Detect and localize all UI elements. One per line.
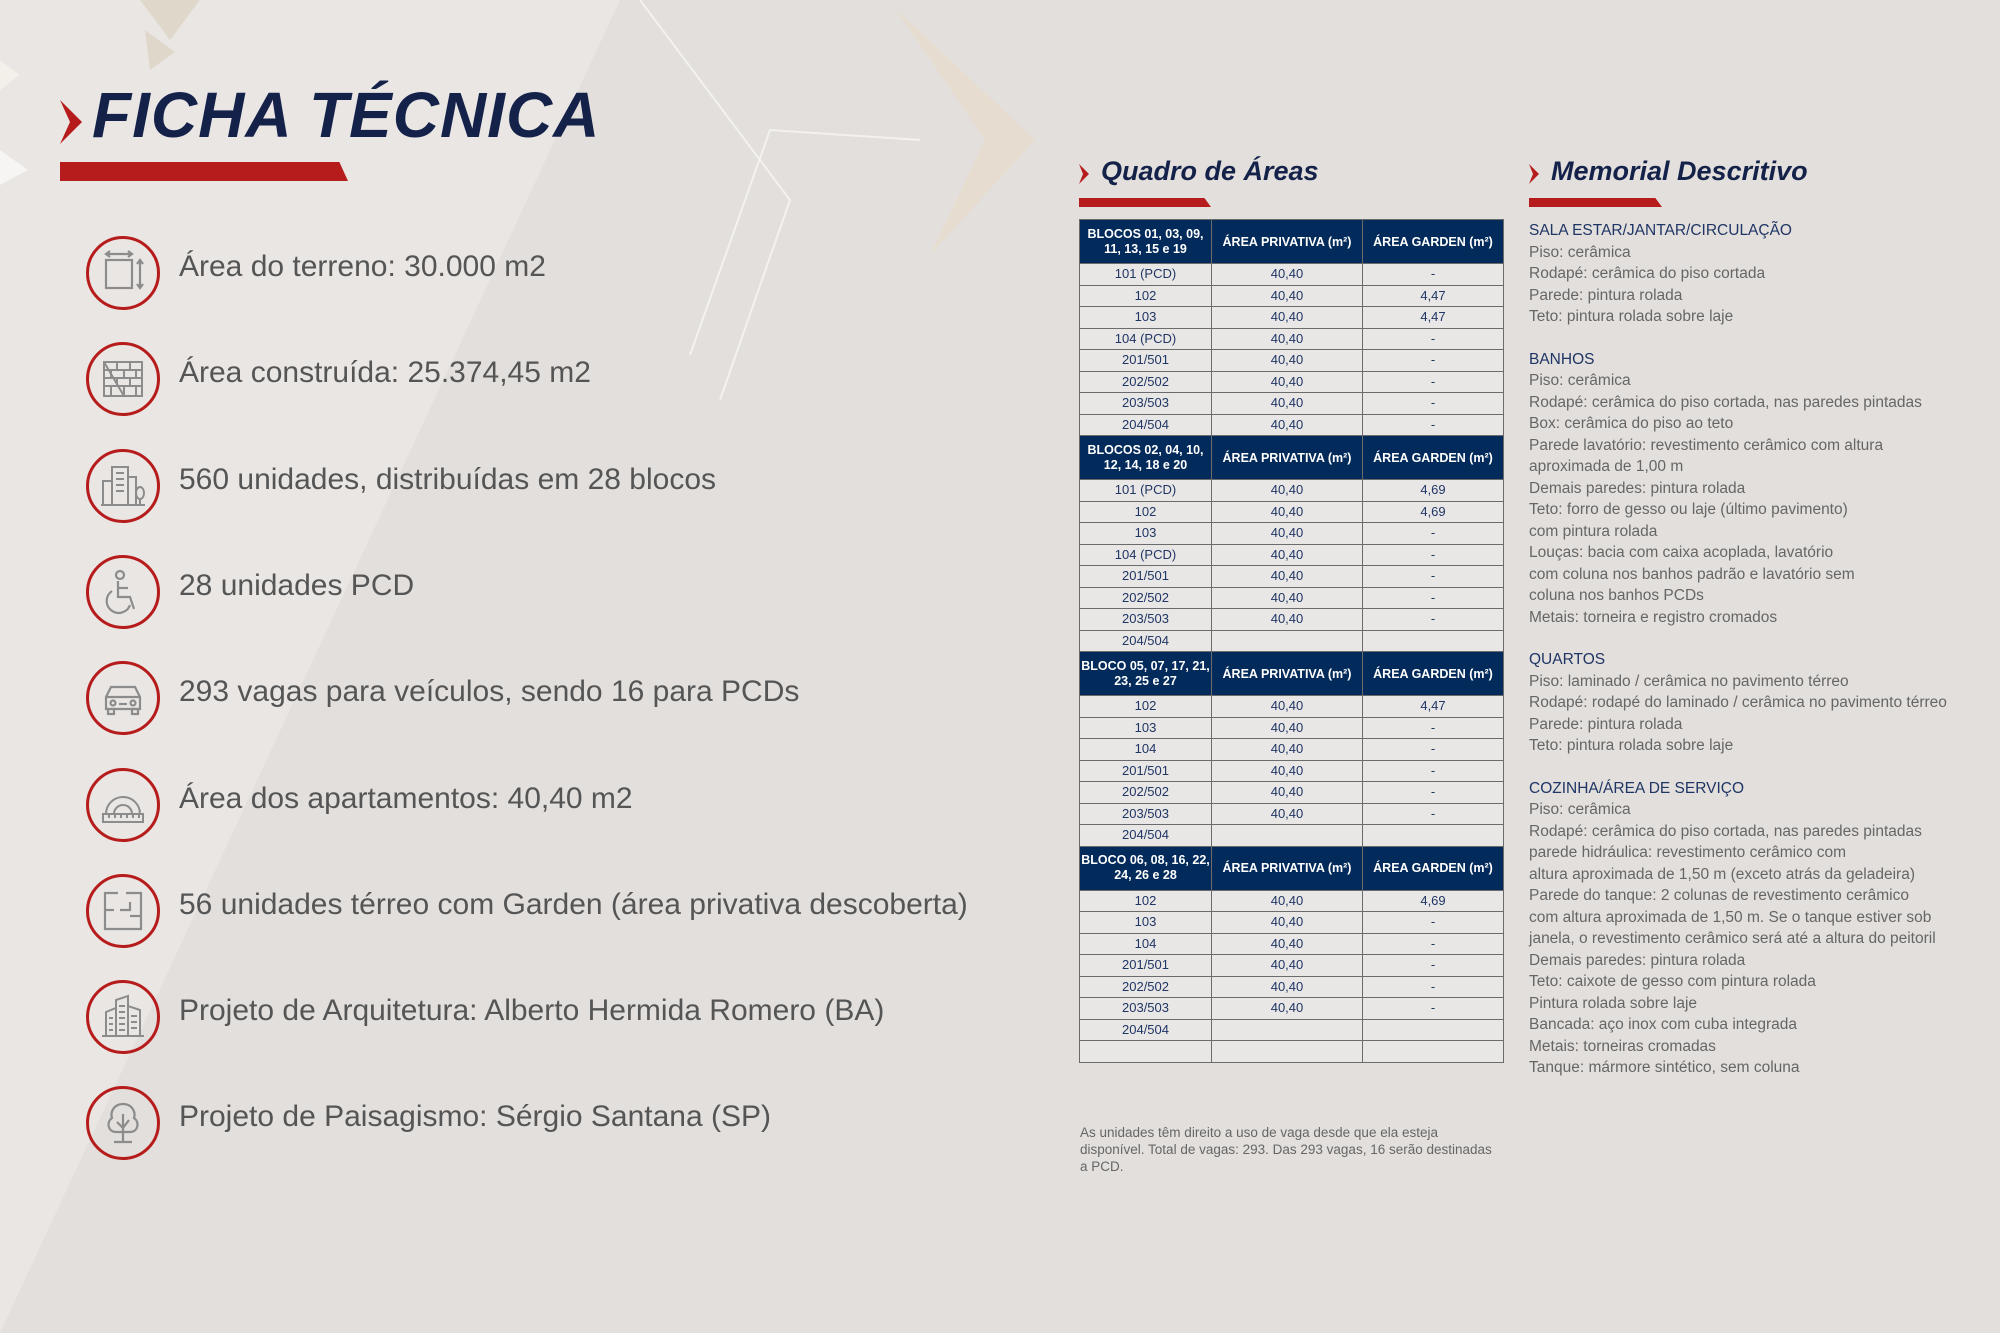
feature-item-parking [86, 661, 986, 741]
garden-area-cell: - [1363, 760, 1504, 782]
quadro-underline [1079, 198, 1211, 207]
private-area-cell: 40,40 [1212, 696, 1363, 718]
unit-cell: 104 (PCD) [1080, 328, 1212, 350]
garden-area-cell [1363, 630, 1504, 652]
memorial-line: Pintura rolada sobre laje [1529, 994, 1698, 1012]
memorial-line: Demais paredes: pintura rolada [1529, 479, 1746, 497]
memorial-line: Parede do tanque: 2 colunas de revestimento cerâmico [1529, 887, 1909, 904]
memorial-line: Bancada: aço inox com cuba integrada [1529, 1016, 1797, 1033]
table-row [1080, 414, 1504, 436]
unit-cell: 202/502 [1080, 976, 1212, 998]
garden-area-cell: - [1363, 609, 1504, 631]
memorial-section-title: SALA ESTAR/JANTAR/CIRCULAÇÃO [1529, 222, 1792, 239]
table-row [1080, 717, 1504, 739]
garden-area-cell: 4,47 [1363, 285, 1504, 307]
unit-cell: 102 [1080, 890, 1212, 912]
table-row [1080, 566, 1504, 588]
garden-area-cell: - [1363, 414, 1504, 436]
unit-cell: 204/504 [1080, 825, 1212, 847]
private-area-cell: 40,40 [1212, 566, 1363, 588]
memorial-section-title: COZINHA/ÁREA DE SERVIÇO [1529, 779, 1745, 797]
unit-cell: 104 [1080, 739, 1212, 761]
memorial-line: Louças: bacia com caixa acoplada, lavatório [1529, 544, 1834, 561]
unit-cell: 104 (PCD) [1080, 544, 1212, 566]
private-area-cell: 40,40 [1212, 890, 1363, 912]
garden-area-cell: - [1363, 523, 1504, 545]
table-row [1080, 501, 1504, 523]
memorial-line: Rodapé: cerâmica do piso cortada, nas paredes pintadas [1529, 822, 1922, 840]
table-row [1080, 350, 1504, 372]
private-area-cell: 40,40 [1212, 285, 1363, 307]
garden-area-cell: - [1363, 717, 1504, 739]
private-area-cell: 40,40 [1212, 328, 1363, 350]
title-chevron-icon [60, 100, 82, 144]
feature-text: Área construída: 25.374,45 m2 [179, 356, 591, 389]
memorial-line: Demais paredes: pintura rolada [1529, 951, 1746, 969]
garden-area-cell: - [1363, 544, 1504, 566]
unit-cell: 203/503 [1080, 393, 1212, 415]
garden-area-cell: - [1363, 803, 1504, 825]
ruler-protractor-icon [86, 768, 160, 842]
unit-cell: 103 [1080, 523, 1212, 545]
memorial-line: com coluna nos banhos padrão e lavatório sem [1529, 565, 1855, 583]
quadro-title: Quadro de Áreas [1101, 156, 1319, 186]
private-area-cell: 40,40 [1212, 998, 1363, 1020]
memorial-line: altura aproximada de 1,50 m (exceto atrás da geladeira) [1529, 865, 1915, 883]
table-row [1080, 480, 1504, 502]
unit-cell: 204/504 [1080, 1019, 1212, 1041]
table-note: As unidades têm direito a uso de vaga desde que ela esteja disponível. Total de vagas: 293. Das 293 vagas, 16 serão destinadas a PCD. [1080, 1125, 1492, 1174]
garden-area-cell: 4,69 [1363, 890, 1504, 912]
memorial-line: Tanque: mármore sintético, sem coluna [1529, 1059, 1800, 1076]
memorial-line: coluna nos banhos PCDs [1529, 587, 1704, 604]
unit-cell: 102 [1080, 285, 1212, 307]
garden-area-header-cell: ÁREA GARDEN (m²) [1363, 846, 1504, 890]
private-area-cell: 40,40 [1212, 912, 1363, 934]
feature-item-units [86, 449, 986, 529]
feature-text: Projeto de Paisagismo: Sérgio Santana (SP) [179, 1100, 771, 1133]
unit-cell: 203/503 [1080, 609, 1212, 631]
tree-icon [86, 1086, 160, 1160]
table-row [1080, 630, 1504, 652]
private-area-cell: 40,40 [1212, 803, 1363, 825]
wheelchair-icon [86, 555, 160, 629]
quadro-chevron-icon [1079, 164, 1089, 184]
memorial-line: Piso: cerâmica [1529, 243, 1631, 261]
garden-area-cell: - [1363, 587, 1504, 609]
memorial-line: Metais: torneiras cromadas [1529, 1037, 1716, 1055]
private-area-cell: 40,40 [1212, 717, 1363, 739]
private-area-cell: 40,40 [1212, 782, 1363, 804]
feature-item-land-area [86, 236, 986, 316]
garden-area-cell: 4,69 [1363, 501, 1504, 523]
brick-wall-icon [86, 342, 160, 416]
block-header-cell: BLOCOS 01, 03, 09, 11, 13, 15 e 19 [1080, 220, 1212, 264]
memorial-underline [1529, 198, 1662, 207]
private-area-cell: 40,40 [1212, 371, 1363, 393]
table-row [1080, 890, 1504, 912]
feature-item-apartment-area [86, 768, 986, 848]
table-row [1080, 523, 1504, 545]
table-row [1080, 285, 1504, 307]
unit-cell: 204/504 [1080, 630, 1212, 652]
title-underline [60, 162, 348, 181]
unit-cell: 104 [1080, 933, 1212, 955]
memorial-section [1529, 649, 1989, 757]
unit-cell: 102 [1080, 501, 1212, 523]
garden-area-header-cell: ÁREA GARDEN (m²) [1363, 652, 1504, 696]
table-row [1080, 1019, 1504, 1041]
unit-cell [1080, 1041, 1212, 1063]
memorial-line: Teto: pintura rolada sobre laje [1529, 737, 1734, 754]
block-header-cell: BLOCO 05, 07, 17, 21, 23, 25 e 27 [1080, 652, 1212, 696]
memorial-section-title: QUARTOS [1529, 651, 1606, 668]
feature-item-architecture [86, 980, 986, 1060]
private-area-header-cell: ÁREA PRIVATIVA (m²) [1212, 652, 1363, 696]
garden-area-cell: - [1363, 350, 1504, 372]
table-row [1080, 371, 1504, 393]
feature-item-landscaping [86, 1086, 986, 1166]
table-row [1080, 609, 1504, 631]
garden-area-header-cell: ÁREA GARDEN (m²) [1363, 436, 1504, 480]
memorial-line: Piso: cerâmica [1529, 372, 1631, 389]
garden-area-cell: - [1363, 566, 1504, 588]
table-row [1080, 998, 1504, 1020]
private-area-header-cell: ÁREA PRIVATIVA (m²) [1212, 846, 1363, 890]
private-area-cell: 40,40 [1212, 955, 1363, 977]
floor-plan-icon [86, 874, 160, 948]
unit-cell: 202/502 [1080, 782, 1212, 804]
unit-cell: 202/502 [1080, 587, 1212, 609]
table-row [1080, 544, 1504, 566]
memorial-line: com pintura rolada [1529, 522, 1658, 540]
unit-cell: 101 (PCD) [1080, 480, 1212, 502]
garden-area-cell: 4,47 [1363, 307, 1504, 329]
private-area-cell: 40,40 [1212, 739, 1363, 761]
memorial-line: Teto: forro de gesso ou laje (último pavimento) [1529, 501, 1848, 518]
table-row [1080, 782, 1504, 804]
private-area-cell: 40,40 [1212, 393, 1363, 415]
private-area-header-cell: ÁREA PRIVATIVA (m²) [1212, 220, 1363, 264]
unit-cell: 103 [1080, 912, 1212, 934]
memorial-line: Parede: pintura rolada [1529, 286, 1683, 304]
garden-area-cell: 4,69 [1363, 480, 1504, 502]
unit-cell: 204/504 [1080, 414, 1212, 436]
unit-cell: 203/503 [1080, 998, 1212, 1020]
garden-area-cell: - [1363, 976, 1504, 998]
private-area-cell: 40,40 [1212, 501, 1363, 523]
feature-text: Área dos apartamentos: 40,40 m2 [179, 782, 633, 815]
private-area-cell: 40,40 [1212, 760, 1363, 782]
private-area-cell: 40,40 [1212, 587, 1363, 609]
table-header-row [1080, 846, 1504, 890]
table-row [1080, 328, 1504, 350]
unit-cell: 201/501 [1080, 955, 1212, 977]
memorial-content [1529, 220, 1989, 1100]
private-area-cell: 40,40 [1212, 544, 1363, 566]
table-row [1080, 760, 1504, 782]
table-row [1080, 264, 1504, 286]
table-row [1080, 739, 1504, 761]
table-row [1080, 825, 1504, 847]
table-header-row [1080, 220, 1504, 264]
land-area-icon [86, 236, 160, 310]
garden-area-header-cell: ÁREA GARDEN (m²) [1363, 220, 1504, 264]
memorial-section [1529, 778, 1989, 1079]
garden-area-cell: - [1363, 912, 1504, 934]
memorial-section-title: BANHOS [1529, 350, 1595, 368]
garden-area-cell [1363, 825, 1504, 847]
memorial-line: Box: cerâmica do piso ao teto [1529, 415, 1734, 432]
table-row [1080, 955, 1504, 977]
memorial-line: parede hidráulica: revestimento cerâmico com [1529, 844, 1847, 861]
garden-area-cell: - [1363, 933, 1504, 955]
table-header-row [1080, 436, 1504, 480]
block-header-cell: BLOCO 06, 08, 16, 22, 24, 26 e 28 [1080, 846, 1212, 890]
private-area-header-cell: ÁREA PRIVATIVA (m²) [1212, 436, 1363, 480]
block-header-cell: BLOCOS 02, 04, 10, 12, 14, 18 e 20 [1080, 436, 1212, 480]
table-row [1080, 307, 1504, 329]
feature-item-garden-units [86, 874, 986, 954]
table-row [1080, 393, 1504, 415]
feature-text: 28 unidades PCD [179, 569, 415, 602]
unit-cell: 101 (PCD) [1080, 264, 1212, 286]
garden-area-cell [1363, 1019, 1504, 1041]
memorial-title: Memorial Descritivo [1551, 156, 1808, 186]
memorial-line: Piso: laminado / cerâmica no pavimento térreo [1529, 672, 1849, 690]
private-area-cell: 40,40 [1212, 264, 1363, 286]
unit-cell: 201/501 [1080, 566, 1212, 588]
table-row [1080, 587, 1504, 609]
garden-area-cell: - [1363, 782, 1504, 804]
memorial-line: Rodapé: cerâmica do piso cortada, nas paredes pintadas [1529, 393, 1922, 411]
areas-table [1079, 219, 1504, 1063]
private-area-cell: 40,40 [1212, 609, 1363, 631]
private-area-cell: 40,40 [1212, 414, 1363, 436]
memorial-line: Parede lavatório: revestimento cerâmico com altura [1529, 436, 1884, 454]
feature-text: 560 unidades, distribuídas em 28 blocos [179, 463, 717, 496]
unit-cell: 103 [1080, 717, 1212, 739]
table-row [1080, 803, 1504, 825]
memorial-line: Metais: torneira e registro cromados [1529, 608, 1778, 626]
garden-area-cell: 4,47 [1363, 696, 1504, 718]
private-area-cell [1212, 825, 1363, 847]
memorial-line: Teto: pintura rolada sobre laje [1529, 308, 1734, 325]
memorial-line: com altura aproximada de 1,50 m. Se o tanque estiver sob [1529, 908, 1932, 926]
feature-text: Área do terreno: 30.000 m2 [179, 250, 546, 283]
unit-cell: 201/501 [1080, 760, 1212, 782]
private-area-cell: 40,40 [1212, 307, 1363, 329]
memorial-line: Parede: pintura rolada [1529, 715, 1683, 733]
garden-area-cell: - [1363, 371, 1504, 393]
garden-area-cell: - [1363, 264, 1504, 286]
private-area-cell [1212, 630, 1363, 652]
private-area-cell: 40,40 [1212, 933, 1363, 955]
unit-cell: 202/502 [1080, 371, 1212, 393]
buildings-icon [86, 449, 160, 523]
skyscraper-icon [86, 980, 160, 1054]
garden-area-cell: - [1363, 328, 1504, 350]
feature-text: 293 vagas para veículos, sendo 16 para PCDs [179, 675, 800, 708]
page-title: FICHA TÉCNICA [92, 79, 601, 151]
garden-area-cell: - [1363, 998, 1504, 1020]
private-area-cell: 40,40 [1212, 480, 1363, 502]
memorial-section [1529, 220, 1989, 328]
private-area-cell [1212, 1019, 1363, 1041]
memorial-line: Piso: cerâmica [1529, 801, 1631, 818]
table-row [1080, 696, 1504, 718]
garden-area-cell: - [1363, 739, 1504, 761]
memorial-chevron-icon [1529, 164, 1539, 184]
feature-text: 56 unidades térreo com Garden (área privativa descoberta) [179, 888, 968, 921]
memorial-line: janela, o revestimento cerâmico será até a altura do peitoril [1529, 930, 1936, 947]
memorial-section [1529, 349, 1989, 629]
unit-cell: 201/501 [1080, 350, 1212, 372]
memorial-line: Rodapé: rodapé do laminado / cerâmica no pavimento térreo [1529, 694, 1947, 711]
car-icon [86, 661, 160, 735]
garden-area-cell [1363, 1041, 1504, 1063]
private-area-cell: 40,40 [1212, 523, 1363, 545]
table-row [1080, 1041, 1504, 1063]
private-area-cell [1212, 1041, 1363, 1063]
table-header-row [1080, 652, 1504, 696]
unit-cell: 102 [1080, 696, 1212, 718]
table-row [1080, 933, 1504, 955]
table-row [1080, 912, 1504, 934]
unit-cell: 203/503 [1080, 803, 1212, 825]
feature-item-built-area [86, 342, 986, 422]
table-row [1080, 976, 1504, 998]
private-area-cell: 40,40 [1212, 976, 1363, 998]
feature-item-pcd-units [86, 555, 986, 635]
memorial-line: Rodapé: cerâmica do piso cortada [1529, 265, 1766, 282]
garden-area-cell: - [1363, 955, 1504, 977]
garden-area-cell: - [1363, 393, 1504, 415]
memorial-line: Teto: caixote de gesso com pintura rolada [1529, 973, 1816, 990]
private-area-cell: 40,40 [1212, 350, 1363, 372]
unit-cell: 103 [1080, 307, 1212, 329]
memorial-line: aproximada de 1,00 m [1529, 458, 1684, 475]
feature-text: Projeto de Arquitetura: Alberto Hermida Romero (BA) [179, 994, 885, 1027]
